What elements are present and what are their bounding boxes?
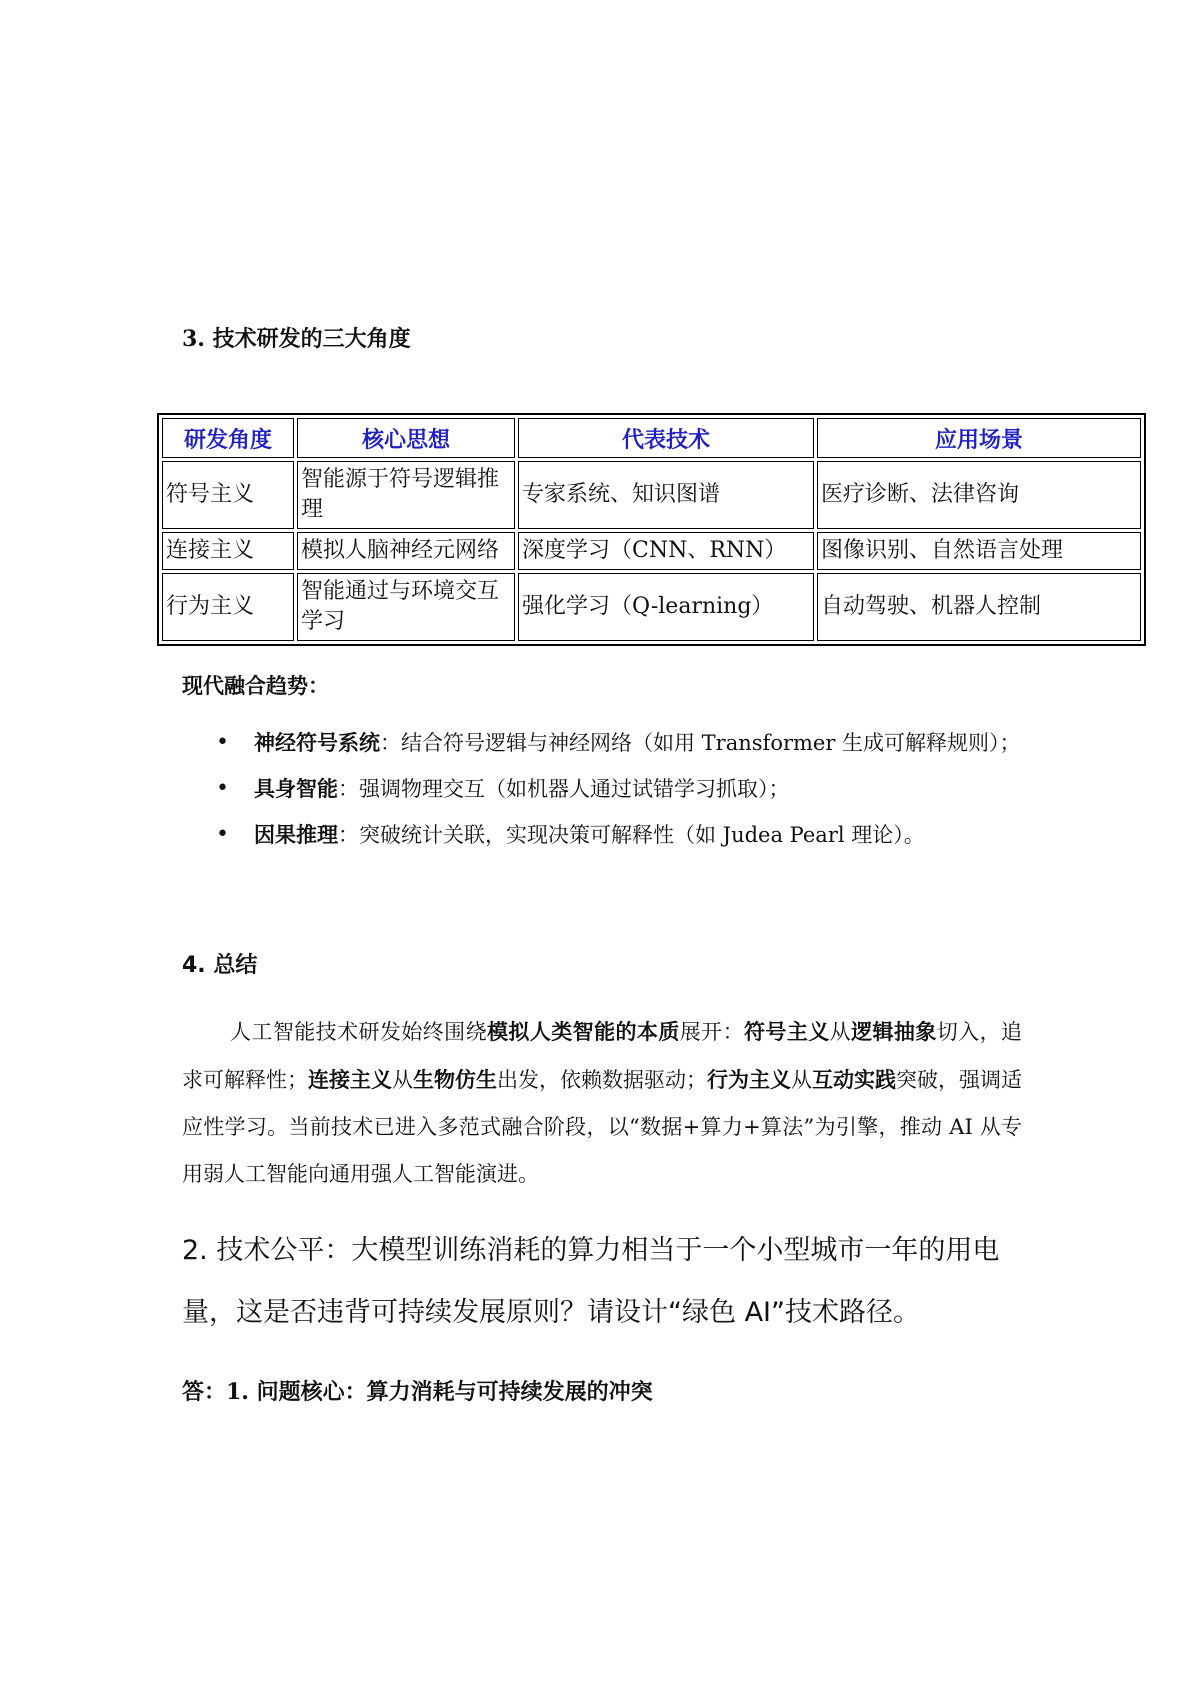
table-cell: 智能通过与环境交互学习: [297, 573, 515, 641]
table-row: [162, 532, 1141, 570]
summary-text: 从: [392, 1068, 413, 1092]
table-cell: 连接主义: [162, 532, 294, 570]
summary-text: 切入，追求可解释性；: [182, 1020, 1023, 1092]
list-item: [212, 720, 1032, 766]
header-cell: 研发角度: [162, 418, 294, 458]
table-cell: 医疗诊断、法律咨询: [817, 461, 1141, 529]
table-cell: 符号主义: [162, 461, 294, 529]
summary-emphasis: 连接主义: [308, 1067, 392, 1092]
list-item: [212, 766, 1032, 812]
section-3-heading: 3. 技术研发的三大角度: [182, 326, 411, 352]
summary-text: 从: [791, 1068, 812, 1092]
research-angles-table: [157, 413, 1146, 646]
header-cell: 应用场景: [817, 418, 1141, 458]
table-row: [162, 461, 1141, 529]
table-cell: 模拟人脑神经元网络: [297, 532, 515, 570]
header-cell: 核心思想: [297, 418, 515, 458]
table-cell: 智能源于符号逻辑推理: [297, 461, 515, 529]
bullet-label: 神经符号系统: [254, 731, 380, 755]
table-row: [162, 573, 1141, 641]
summary-text: 展开：: [679, 1020, 744, 1044]
summary-emphasis: 互动实践: [812, 1067, 896, 1092]
summary-emphasis: 逻辑抽象: [851, 1019, 937, 1044]
bullet-text: 强调物理交互（如机器人通过试错学习抓取）；: [359, 777, 790, 801]
table-cell: 图像识别、自然语言处理: [817, 532, 1141, 570]
bullet-separator: ：: [338, 823, 359, 847]
header-cell: 代表技术: [518, 418, 814, 458]
question-2-heading: 2. 技术公平：大模型训练消耗的算力相当于一个小型城市一年的用电量，这是否违背可持续发展原则？请设计“绿色 AI”技术路径。: [182, 1235, 1000, 1328]
trend-heading: 现代融合趋势：: [182, 674, 329, 698]
summary-text: 人工智能技术研发始终围绕: [230, 1020, 487, 1044]
table-cell: 专家系统、知识图谱: [518, 461, 814, 529]
summary-text: 出发，依赖数据驱动；: [497, 1068, 707, 1092]
summary-text: 从: [829, 1020, 852, 1044]
summary-emphasis: 符号主义: [744, 1019, 830, 1044]
bullet-separator: ：: [338, 777, 359, 801]
bullet-separator: ：: [380, 731, 401, 755]
summary-paragraph: [182, 1008, 1022, 1198]
table-cell: 强化学习（Q-learning）: [518, 573, 814, 641]
table-header-row: [162, 418, 1141, 458]
answer-heading: 答：1. 问题核心：算力消耗与可持续发展的冲突: [182, 1379, 653, 1405]
bullet-label: 具身智能: [254, 777, 338, 801]
section-4-heading: 4. 总结: [182, 953, 258, 978]
table-cell: 深度学习（CNN、RNN）: [518, 532, 814, 570]
summary-text: 突破，强调适应性学习。当前技术已进入多范式融合阶段，以“数据+算力+算法”为引擎，推动 AI 从专用弱人工智能向通用强人工智能演进。: [182, 1068, 1022, 1186]
trend-list: [212, 720, 1032, 858]
table-cell: 行为主义: [162, 573, 294, 641]
summary-emphasis: 行为主义: [707, 1067, 791, 1092]
summary-emphasis: 生物仿生: [413, 1067, 497, 1092]
summary-emphasis: 模拟人类智能的本质: [487, 1019, 680, 1044]
bullet-text: 突破统计关联，实现决策可解释性（如 Judea Pearl 理论）。: [359, 823, 925, 847]
table-cell: 自动驾驶、机器人控制: [817, 573, 1141, 641]
bullet-label: 因果推理: [254, 823, 338, 847]
list-item: [212, 812, 1032, 858]
bullet-text: 结合符号逻辑与神经网络（如用 Transformer 生成可解释规则）；: [401, 731, 1021, 755]
